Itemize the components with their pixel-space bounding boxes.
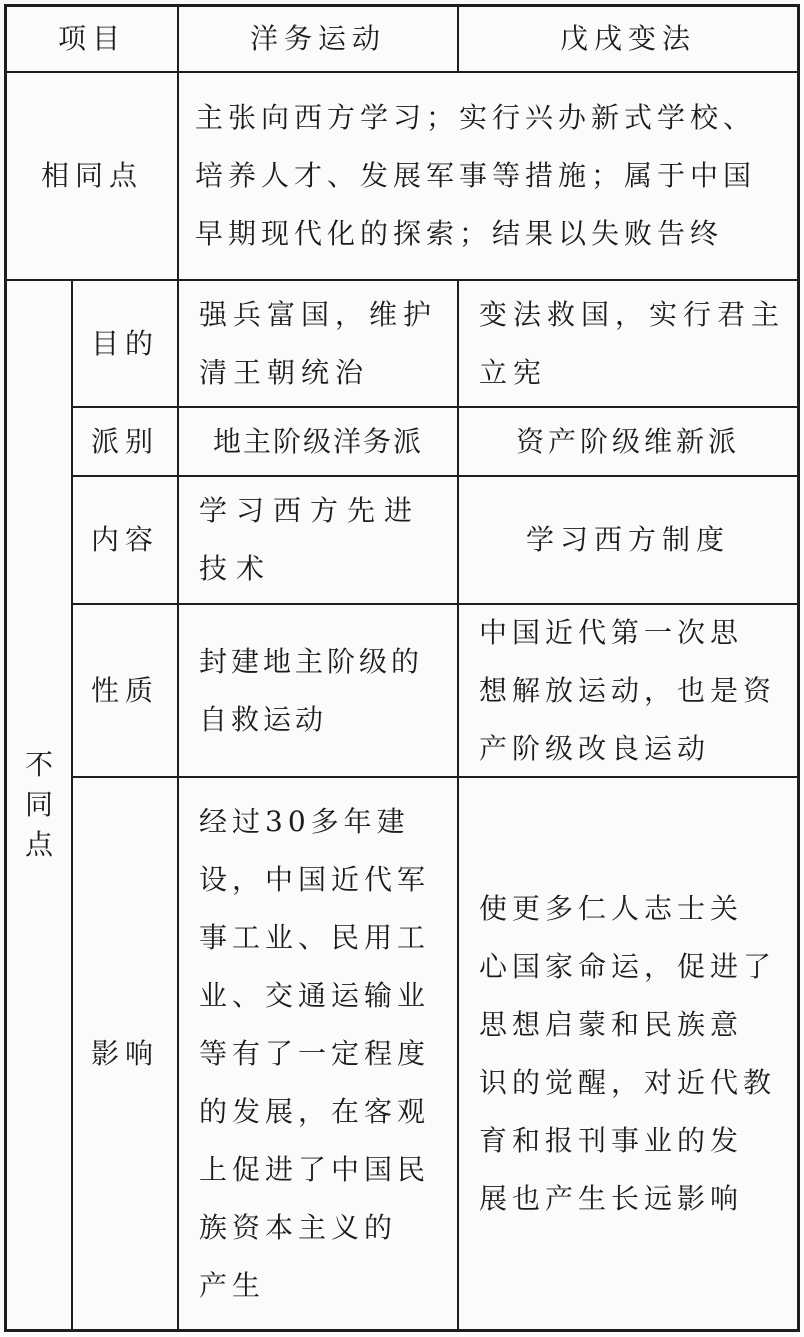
header-item <box>7 7 177 71</box>
row-label-text: 内容 <box>90 523 159 556</box>
faction-col2 <box>459 408 797 475</box>
header-item-label: 项目 <box>57 22 126 55</box>
row-label-text: 性质 <box>90 673 159 707</box>
nature-col2 <box>459 605 797 776</box>
purpose-col1 <box>179 281 457 406</box>
header-col2-label: 戊戌变法 <box>559 22 696 55</box>
row-label-text: 派别 <box>90 424 159 458</box>
content-col1 <box>179 477 457 603</box>
cell-text: 资产阶级维新派 <box>515 424 740 458</box>
cell-text: 经过30多年建 设，中国近代军 事工业、民用工 业、交通运输业 等有了一定程度 的发展，在客观 上促进了中国民 族资本主义的 产生 <box>199 804 431 1302</box>
row-label-nature <box>73 605 177 776</box>
table-border-right <box>797 4 800 1332</box>
purpose-col2 <box>459 281 797 406</box>
similarities-text: 主张向西方学习；实行兴办新式学校、 培养人才、发展军事等措施；属于中国 早期现代化的探索；结果以失败告终 <box>195 101 757 250</box>
nature-col1 <box>179 605 457 776</box>
row-label-purpose <box>73 281 177 406</box>
impact-col2 <box>459 778 797 1329</box>
cell-text: 使更多仁人志士关 心国家命运，促进了 思想启蒙和民族意 识的觉醒，对近代教 育和报刊事业的发 展也产生长远影响 <box>479 891 777 1215</box>
similarities-content <box>179 73 797 279</box>
cell-text: 封建地主阶级的 自救运动 <box>199 644 424 736</box>
row-label-text: 影响 <box>90 1036 159 1070</box>
header-col1 <box>179 7 457 71</box>
impact-col1 <box>179 778 457 1329</box>
cell-text: 地主阶级洋务派 <box>212 424 423 458</box>
similarities-label <box>7 73 177 279</box>
cell-text: 变法救国，实行君主 立宪 <box>479 297 786 389</box>
row-label-text: 目的 <box>90 326 159 360</box>
row-label-content <box>73 477 177 603</box>
row-label-faction <box>73 408 177 475</box>
header-col2 <box>459 7 797 71</box>
row-label-impact <box>73 778 177 1329</box>
similarities-label-text: 相同点 <box>40 159 143 192</box>
content-col2 <box>459 477 797 603</box>
header-col1-label: 洋务运动 <box>249 22 386 55</box>
cell-text: 学习西方制度 <box>525 523 730 556</box>
table-border-bottom <box>4 1329 800 1332</box>
differences-label <box>7 281 71 1329</box>
differences-label-text: 不 同 点 <box>24 748 53 861</box>
cell-text: 学习西方先进 技术 <box>199 494 422 585</box>
faction-col1 <box>179 408 457 475</box>
cell-text: 中国近代第一次思 想解放运动，也是资 产阶级改良运动 <box>479 615 777 765</box>
cell-text: 强兵富国，维护 清王朝统治 <box>199 297 438 389</box>
